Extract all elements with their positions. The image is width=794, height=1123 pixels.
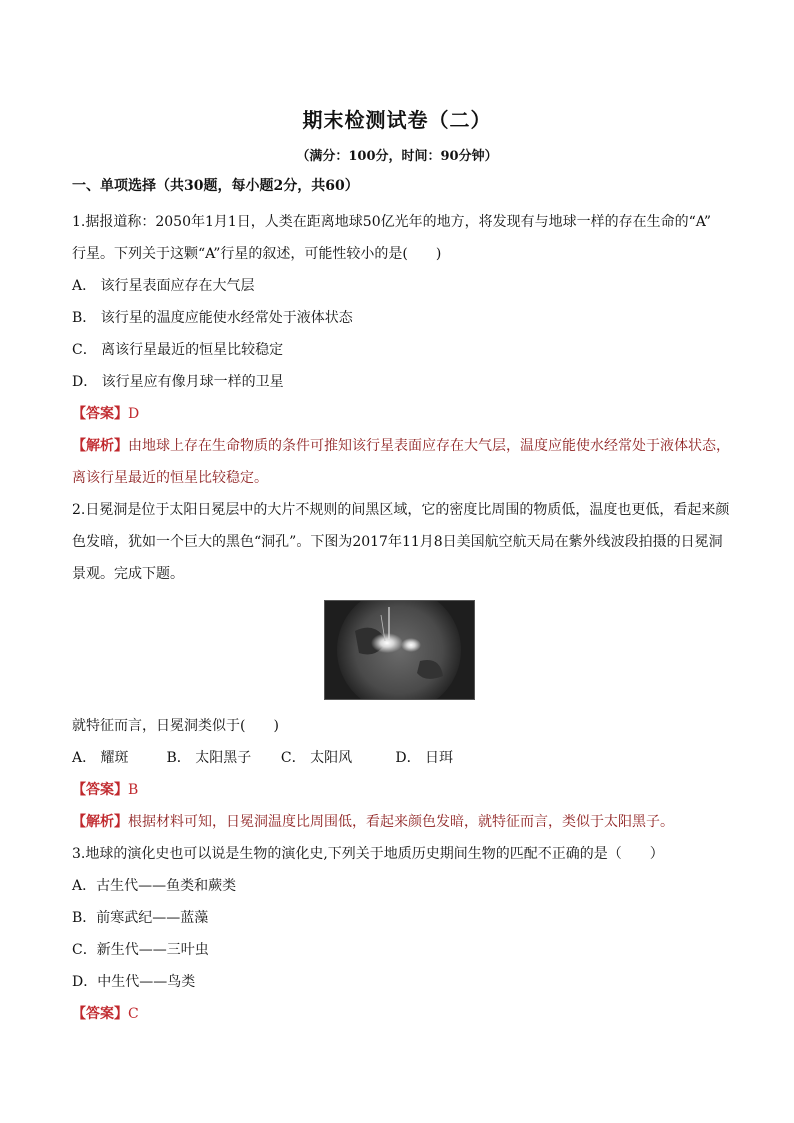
exam-content: [72, 176, 730, 1030]
question-1-explanation: [72, 430, 730, 494]
question-1-stem-line: 行星。下列关于这颗“A”行星的叙述，可能性较小的是( ): [72, 246, 442, 262]
option-a: A．古生代——鱼类和蕨类: [72, 878, 237, 894]
question-3-stem: [72, 838, 726, 870]
question-2-sub-question: 就特征而言，日冕洞类似于( ): [72, 718, 279, 734]
answer-tag: 【答案】: [72, 782, 128, 798]
answer-value: C: [128, 1006, 139, 1022]
option-a: A． 该行星表面应存在大气层: [72, 278, 255, 294]
question-2-stem: [72, 494, 730, 590]
coronal-hole-image: [324, 600, 475, 700]
question-1-answer: [72, 398, 726, 430]
answer-tag: 【答案】: [72, 1006, 128, 1022]
explanation-text: 根据材料可知，日冕洞温度比周围低，看起来颜色发暗，就特征而言，类似于太阳黑子。: [128, 814, 674, 830]
question-3-stem-line: 3.地球的演化史也可以说是生物的演化史,下列关于地质历史期间生物的匹配不正确的是（ ）: [72, 846, 664, 862]
question-2-explanation: [72, 806, 726, 838]
question-2-answer: [72, 774, 726, 806]
question-3-options: [72, 870, 726, 998]
page-subtitle: （满分：100分，时间：90分钟）: [296, 149, 498, 164]
option-c: C． 太阳风: [280, 750, 353, 766]
option-d: D． 该行星应有像月球一样的卫星: [72, 374, 284, 390]
question-2-options: [72, 742, 726, 774]
option-b: B． 太阳黑子: [166, 750, 252, 766]
option-a: A． 耀斑: [72, 750, 129, 766]
explanation-tag: 【解析】: [72, 438, 128, 454]
question-1-options: [72, 270, 726, 398]
question-2-stem-line: 2.日冕洞是位于太阳日冕层中的大片不规则的间黑区域，它的密度比周围的物质低，温度也更低，看起来颜: [72, 502, 730, 518]
question-1-stem-line: 1.据报道称：2050年1月1日，人类在距离地球50亿光年的地方，将发现有与地球一样的存在生命的“A”: [72, 214, 711, 230]
question-2-stem-line: 景观。完成下题。: [72, 566, 184, 582]
option-d: D． 日珥: [395, 750, 454, 766]
option-b: B．前寒武纪——蓝藻: [72, 910, 209, 926]
explanation-tag: 【解析】: [72, 814, 128, 830]
section-heading: 一、单项选择（共30题，每小题2分，共60）: [72, 178, 359, 194]
option-b: B． 该行星的温度应能使水经常处于液体状态: [72, 310, 353, 326]
option-c: C．新生代——三叶虫: [72, 942, 209, 958]
answer-tag: 【答案】: [72, 406, 128, 422]
option-c: C． 离该行星最近的恒星比较稳定: [72, 342, 284, 358]
option-d: D．中生代——鸟类: [72, 974, 196, 990]
question-1-stem: [72, 206, 726, 270]
question-2-stem-line: 色发暗，犹如一个巨大的黑色“洞孔”。下图为2017年11月8日美国航空航天局在紫外线波段拍摄的日冕洞: [72, 534, 723, 550]
answer-value: B: [128, 782, 139, 798]
question-3-answer: [72, 998, 726, 1030]
explanation-text: 由地球上存在生命物质的条件可推知该行星表面应存在大气层，温度应能使水经常处于液体状态，: [128, 438, 730, 454]
page-title: 期末检测试卷（二）: [302, 108, 492, 132]
question-2-sub: [72, 710, 726, 774]
answer-value: D: [128, 406, 140, 422]
explanation-text: 离该行星最近的恒星比较稳定。: [72, 470, 268, 486]
sun-ultraviolet-image: [325, 601, 474, 699]
